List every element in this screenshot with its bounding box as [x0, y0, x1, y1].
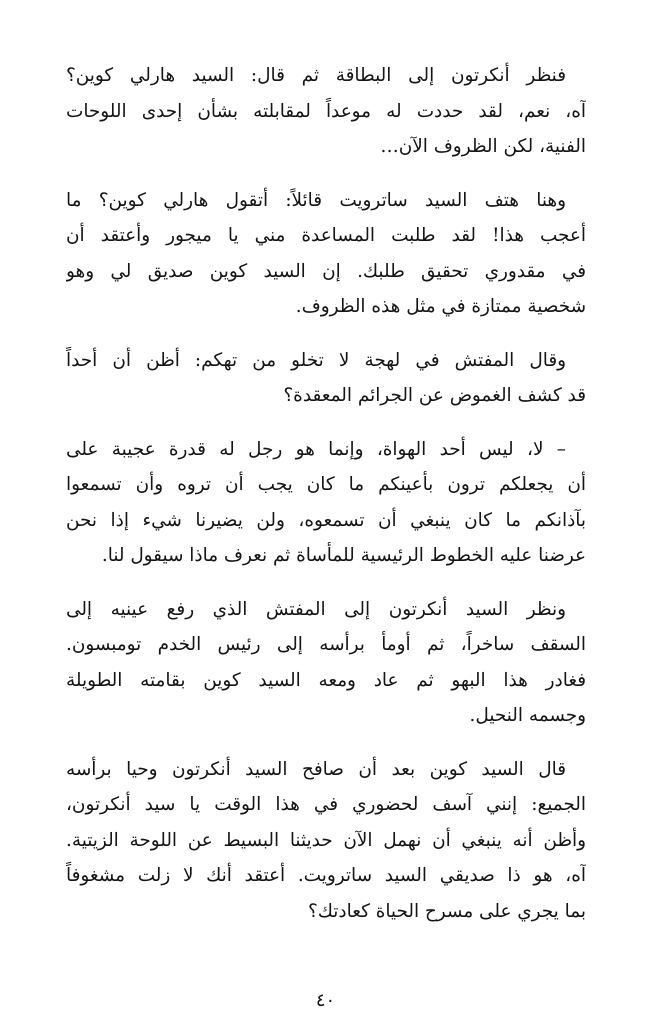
text-line: شخصية ممتازة في مثل هذه الظروف. [295, 296, 586, 317]
text-line: أعجب هذا! لقد طلبت المساعدة مني يا ميجور وأعتقد أن [66, 225, 586, 246]
text-line: الجميع: إنني آسف لحضوري في هذا الوقت يا سيد أنكرتون، [66, 794, 586, 815]
text-line: الفنية، لكن الظروف الآن… [380, 136, 586, 157]
paragraph-5 [66, 592, 586, 734]
text-line: قال السيد كوين بعد أن صافح السيد أنكرتون وحيا برأسه [66, 758, 566, 780]
text-line: آه، هو ذا صديقي السيد ساترويت. أعتقد أنك لا زلت مشغوفاً [66, 865, 586, 886]
paragraph-1 [66, 58, 586, 165]
text-line: السقف ساخراً، ثم أومأ برأسه إلى رئيس الخدم تومبسون. [66, 634, 586, 655]
text-line: ونظر السيد أنكرتون إلى المفتش الذي رفع عينيه إلى [66, 598, 566, 620]
text-line: قد كشف الغموض عن الجرائم المعقدة؟ [283, 385, 586, 406]
text-line: آه، نعم، لقد حددت له موعداً لمقابلته بشأن إحدى اللوحات [66, 100, 586, 122]
paragraph-6 [66, 752, 586, 930]
paragraph-3 [66, 343, 586, 414]
text-line: في مقدوري تحقيق طلبك. إن السيد كوين صديق لي وهو [66, 260, 586, 282]
text-line: فغادر هذا البهو ثم عاد ومعه السيد كوين بقامته الطويلة [66, 669, 586, 691]
text-line: وهنا هتف السيد ساترويت قائلاً: أتقول هارلي كوين؟ ما [66, 189, 566, 211]
paragraph-4 [66, 432, 586, 574]
text-line: وجسمه النحيل. [469, 705, 586, 726]
book-page [66, 58, 586, 1000]
text-line: وقال المفتش في لهجة لا تخلو من تهكم: أظن أن أحداً [66, 349, 566, 371]
text-line: بآذانكم ما كان ينبغي أن تسمعوه، ولن يضيرنا شيء إذا نحن [66, 509, 586, 531]
text-line: أن يجعلكم ترون بأعينكم ما كان يجب أن تروه وأن تسمعوا [66, 474, 586, 495]
text-line: فنظر أنكرتون إلى البطاقة ثم قال: السيد هارلي كوين؟ [66, 65, 566, 86]
text-line: بما يجري على مسرح الحياة كعادتك؟ [308, 900, 586, 922]
paragraph-2 [66, 183, 586, 325]
text-line: عرضنا عليه الخطوط الرئيسية للمأساة ثم نعرف ماذا سيقول لنا. [101, 545, 586, 566]
text-line: وأظن أنه ينبغي أن نهمل الآن حديثنا البسيط عن اللوحة الزيتية. [66, 829, 586, 851]
text-line: – لا، ليس أحد الهواة، وإنما هو رجل له قدرة عجيبة على [66, 438, 566, 460]
page-number: ٤٠ [315, 990, 336, 1011]
